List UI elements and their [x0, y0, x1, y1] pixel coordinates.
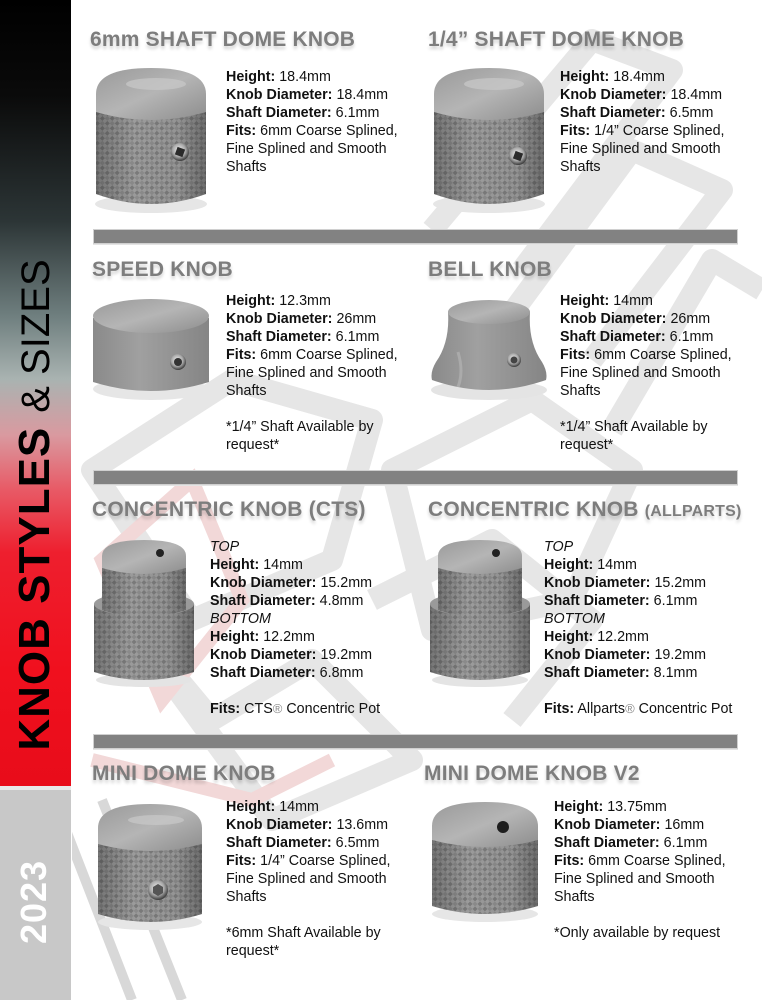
shaft-diameter-label: Shaft Diameter: [226, 105, 332, 121]
height-value: 14mm [613, 293, 653, 309]
knob-diameter-label: Knob Diameter: [210, 575, 317, 591]
fits-brand: CTS [244, 701, 273, 717]
knurled-concentric-knob-icon [92, 538, 196, 688]
knurled-mini-dome-knob-v2-icon [428, 800, 542, 924]
height-value: 18.4mm [613, 69, 665, 85]
availability-note-cont: request* [226, 943, 280, 959]
shaft-diameter-value: 6.1mm [335, 329, 380, 345]
catalog-year: 2023 [13, 859, 54, 945]
shaft-diameter-value: 8.1mm [653, 665, 698, 681]
knob-title-main: CONCENTRIC KNOB [428, 498, 639, 521]
section-divider [93, 470, 738, 485]
shaft-diameter-label: Shaft Diameter: [210, 593, 316, 609]
bottom-section-label: BOTTOM [544, 611, 605, 627]
knob-diameter-value: 26mm [336, 311, 377, 327]
height-value: 18.4mm [279, 69, 331, 85]
fits-value: 6mm Coarse Splined, [588, 853, 726, 869]
shaft-diameter-value: 6.1mm [335, 105, 380, 121]
knurled-dome-knob-icon [90, 64, 212, 214]
section-divider [93, 229, 738, 244]
height-label: Height: [226, 69, 276, 85]
knob-diameter-label: Knob Diameter: [560, 87, 667, 103]
height-label: Height: [210, 557, 260, 573]
fits-value-cont: Fine Splined and Smooth [226, 871, 387, 887]
bottom-section-label: BOTTOM [210, 611, 271, 627]
knob-diameter-value: 18.4mm [336, 87, 389, 103]
knob-title: MINI DOME KNOB [92, 762, 276, 785]
shaft-diameter-value: 6.5mm [669, 105, 714, 121]
availability-note: *Only available by request [554, 925, 721, 941]
knob-diameter-label: Knob Diameter: [226, 817, 333, 833]
height-label: Height: [554, 799, 604, 815]
height-value: 12.3mm [279, 293, 331, 309]
fits-label: Fits: [226, 347, 257, 363]
fits-label: Fits: [544, 701, 575, 717]
top-section-label: TOP [544, 539, 574, 555]
knob-diameter-value: 16mm [664, 817, 705, 833]
shaft-diameter-label: Shaft Diameter: [544, 665, 650, 681]
smooth-speed-knob-icon [90, 294, 212, 404]
knurled-concentric-knob-icon [428, 538, 532, 688]
registered-mark: ® [272, 701, 283, 716]
knob-card-quarter-inch-dome [428, 28, 762, 218]
height-label: Height: [560, 293, 610, 309]
availability-note: *6mm Shaft Available by [226, 925, 381, 941]
knob-card-6mm-dome [90, 28, 430, 218]
fits-brand: Allparts [577, 701, 626, 717]
knob-diameter-value: 18.4mm [670, 87, 723, 103]
page-title-bold: KNOB STYLES [10, 426, 59, 751]
fits-value-cont: Fine Splined and Smooth [554, 871, 715, 887]
knob-diameter-label: Knob Diameter: [544, 575, 651, 591]
fits-value-cont: Shafts [554, 889, 595, 905]
fits-value: 1/4” Coarse Splined, [594, 123, 725, 139]
knob-specs [560, 68, 725, 176]
knob-diameter-value: 13.6mm [336, 817, 389, 833]
height-value: 12.2mm [263, 629, 315, 645]
knob-card-mini-dome-v2 [424, 762, 762, 992]
knob-diameter-value: 15.2mm [320, 575, 373, 591]
knob-title: BELL KNOB [428, 258, 552, 281]
fits-label: Fits: [226, 853, 257, 869]
fits-label: Fits: [554, 853, 585, 869]
shaft-diameter-label: Shaft Diameter: [560, 329, 666, 345]
height-value: 13.75mm [607, 799, 667, 815]
knob-catalog [72, 0, 762, 1000]
knob-card-concentric-allparts [428, 498, 762, 723]
knob-specs [226, 292, 398, 454]
height-label: Height: [544, 629, 594, 645]
height-label: Height: [544, 557, 594, 573]
shaft-diameter-value: 6.1mm [653, 593, 698, 609]
height-value: 14mm [597, 557, 637, 573]
availability-note-cont: request* [560, 437, 614, 453]
fits-value: 6mm Coarse Splined, [260, 123, 398, 139]
fits-value-cont: Fine Splined and Smooth [226, 141, 387, 157]
shaft-diameter-value: 6.8mm [319, 665, 364, 681]
knob-specs [226, 68, 398, 176]
shaft-diameter-label: Shaft Diameter: [560, 105, 666, 121]
section-divider [93, 734, 738, 749]
knurled-mini-dome-knob-icon [94, 802, 206, 932]
height-value: 14mm [279, 799, 319, 815]
height-label: Height: [210, 629, 260, 645]
shaft-diameter-label: Shaft Diameter: [210, 665, 316, 681]
shaft-diameter-label: Shaft Diameter: [554, 835, 660, 851]
fits-label: Fits: [560, 123, 591, 139]
knob-title: CONCENTRIC KNOB (CTS) [92, 498, 366, 521]
knob-diameter-value: 26mm [670, 311, 711, 327]
fits-label: Fits: [560, 347, 591, 363]
knob-diameter-label: Knob Diameter: [560, 311, 667, 327]
knob-title: 6mm SHAFT DOME KNOB [90, 28, 356, 51]
smooth-bell-knob-icon [428, 292, 550, 402]
knob-specs [226, 798, 391, 960]
knob-title: 1/4” SHAFT DOME KNOB [428, 28, 685, 51]
page-title [10, 259, 59, 751]
knob-specs [544, 538, 732, 718]
top-section-label: TOP [210, 539, 240, 555]
knob-title [428, 498, 742, 522]
knob-diameter-label: Knob Diameter: [554, 817, 661, 833]
knob-card-bell [428, 258, 762, 458]
knurled-dome-knob-icon [428, 64, 550, 214]
fits-value: Concentric Pot [634, 701, 733, 717]
shaft-diameter-label: Shaft Diameter: [226, 835, 332, 851]
height-label: Height: [226, 799, 276, 815]
knob-card-concentric-cts [92, 498, 432, 723]
fits-value-cont: Fine Splined and Smooth [560, 141, 721, 157]
shaft-diameter-label: Shaft Diameter: [544, 593, 650, 609]
fits-value: 6mm Coarse Splined, [594, 347, 732, 363]
fits-label: Fits: [210, 701, 241, 717]
knob-specs [210, 538, 380, 718]
availability-note: *1/4” Shaft Available by [226, 419, 374, 435]
height-label: Height: [560, 69, 610, 85]
fits-value-cont: Fine Splined and Smooth [226, 365, 387, 381]
fits-value-cont: Shafts [560, 159, 601, 175]
height-value: 12.2mm [597, 629, 649, 645]
knob-diameter-label: Knob Diameter: [226, 311, 333, 327]
knob-diameter-label: Knob Diameter: [226, 87, 333, 103]
availability-note: *1/4” Shaft Available by [560, 419, 708, 435]
knob-diameter-value: 19.2mm [320, 647, 373, 663]
availability-note-cont: request* [226, 437, 280, 453]
knob-title: SPEED KNOB [92, 258, 233, 281]
fits-value: 1/4” Coarse Splined, [260, 853, 391, 869]
fits-value-cont: Shafts [226, 889, 267, 905]
knob-diameter-label: Knob Diameter: [210, 647, 317, 663]
knob-card-mini-dome [92, 762, 432, 992]
shaft-diameter-value: 4.8mm [319, 593, 364, 609]
fits-value-cont: Shafts [226, 383, 267, 399]
knob-diameter-label: Knob Diameter: [544, 647, 651, 663]
shaft-diameter-value: 6.5mm [335, 835, 380, 851]
height-value: 14mm [263, 557, 303, 573]
height-label: Height: [226, 293, 276, 309]
shaft-diameter-value: 6.1mm [669, 329, 714, 345]
knob-title-suffix: (ALLPARTS) [644, 503, 742, 520]
registered-mark: ® [625, 701, 635, 716]
fits-label: Fits: [226, 123, 257, 139]
sidebar-banner [0, 0, 71, 1000]
fits-value-cont: Fine Splined and Smooth [560, 365, 721, 381]
fits-value-cont: Shafts [226, 159, 267, 175]
knob-title: MINI DOME KNOB V2 [424, 762, 640, 785]
shaft-diameter-value: 6.1mm [663, 835, 708, 851]
fits-value-cont: Shafts [560, 383, 601, 399]
fits-value: Concentric Pot [282, 701, 381, 717]
knob-specs [554, 798, 726, 942]
page-title-light: & SIZES [14, 259, 58, 413]
knob-specs [560, 292, 732, 454]
knob-card-speed [92, 258, 432, 458]
fits-value: 6mm Coarse Splined, [260, 347, 398, 363]
knob-diameter-value: 15.2mm [654, 575, 707, 591]
shaft-diameter-label: Shaft Diameter: [226, 329, 332, 345]
knob-diameter-value: 19.2mm [654, 647, 707, 663]
